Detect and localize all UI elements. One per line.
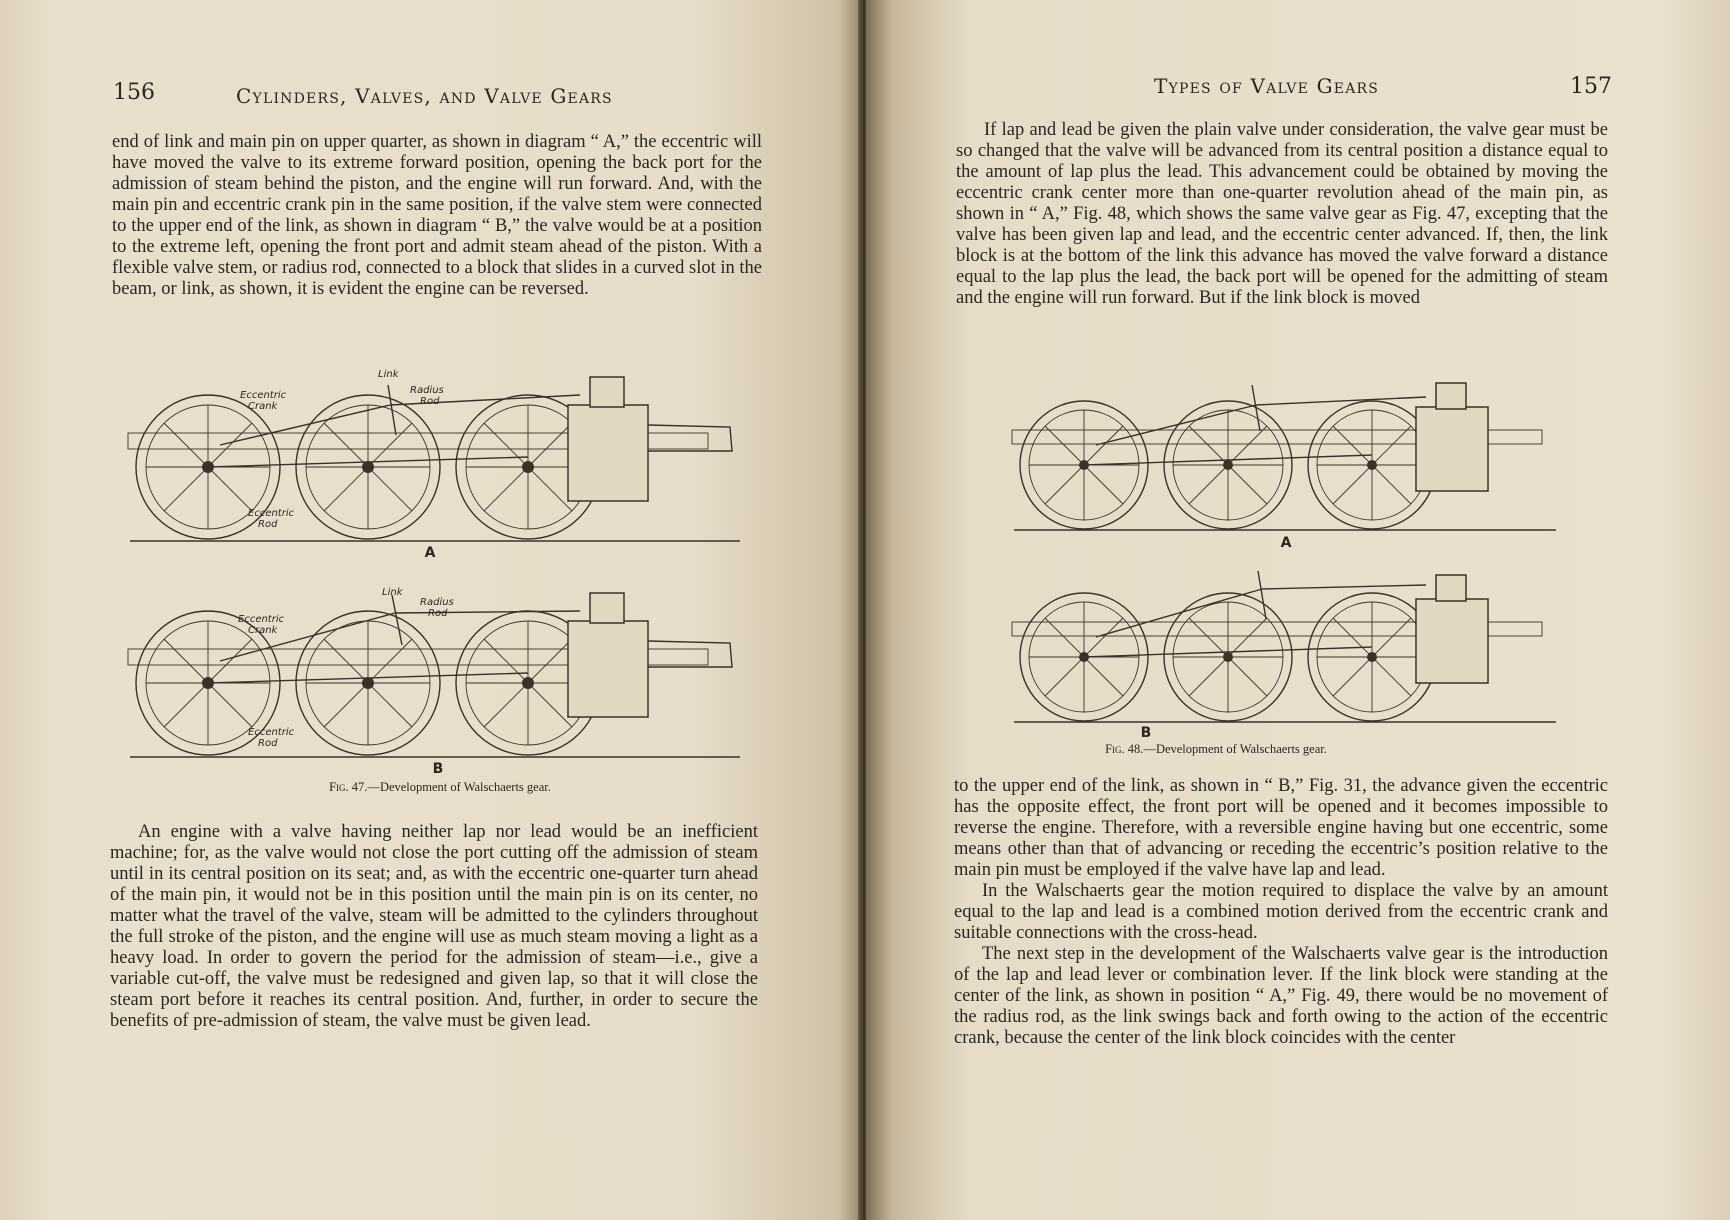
right-text-block-1	[956, 120, 1608, 309]
label-eccentric: Eccentric	[240, 390, 287, 401]
fig48-caption	[976, 742, 1456, 757]
label-radius: Radius	[420, 597, 454, 608]
diagram-letter-b: B	[1140, 725, 1152, 740]
fig47-caption-label: Fig. 47.	[329, 780, 368, 794]
label-eccentric-rod: Eccentric	[248, 508, 295, 519]
label-link: Link	[382, 587, 403, 598]
right-paragraph-3: In the Walschaerts gear the motion required to displace the valve by an amount equal to the lap and lead is a combined motion derived from the eccentric crank and suitable connections with the cross-head.	[954, 881, 1608, 943]
left-page	[0, 0, 864, 1220]
diagram-letter-b: B	[432, 761, 444, 777]
fig48-diagram-a	[1006, 375, 1566, 550]
label-eccentric-rod-2: Rod	[258, 519, 278, 530]
fig48-caption-text: —Development of Walschaerts gear.	[1143, 742, 1327, 756]
label-crank: Crank	[248, 625, 278, 636]
right-text-block-2	[954, 776, 1608, 1049]
label-crank: Crank	[248, 401, 278, 412]
left-paragraph-2: An engine with a valve having neither lap nor lead would be an inefficient machine; for, as the valve would not close the port cutting off the admission of steam until in its central position on its seat; and, as with the eccentric one-quarter turn ahead of the main pin, it would not be in this position until the main pin is on its center, no matter what the travel of the valve, steam will be admitted to the cylinders throughout the full stroke of the piston, and the engine will use as much steam moving a light as a heavy load. In order to govern the period for the admission of steam—i.e., give a variable cut-off, the valve must be redesigned and given lap, so that it will close the steam port before it reaches its central position. And, further, in order to secure the benefits of pre-admission of steam, the valve must be given lead.	[110, 822, 758, 1031]
left-text-block-2	[110, 822, 758, 1032]
left-running-head: Cylinders, Valves, and Valve Gears	[236, 84, 613, 108]
label-rod: Rod	[428, 608, 448, 619]
label-rod: Rod	[420, 396, 440, 407]
left-page-number: 156	[113, 80, 155, 105]
right-page	[866, 0, 1730, 1220]
fig47-diagram-a	[120, 365, 750, 560]
label-radius: Radius	[410, 385, 444, 396]
right-paragraph-1: If lap and lead be given the plain valve under consideration, the valve gear must be so changed that the valve will be advanced from its central position a distance equal to the amount of lap plus the lead. This advancement could be obtained by moving the eccentric crank center more than one-quarter revolution ahead of the main pin, as shown in “ A,” Fig. 48, which shows the same valve gear as Fig. 47, excepting that the valve has been given lap and lead, and the eccentric center advanced. If, then, the link block is at the bottom of the link this advance has moved the valve forward a distance equal to the lap plus the lead, the back port will be opened for the admitting of steam and the engine will run forward. But if the link block is moved	[956, 120, 1608, 308]
left-paragraph-1: end of link and main pin on upper quarter, as shown in diagram “ A,” the eccentric will have moved the valve to its extreme forward position, opening the back port for the admission of steam behind the piston, and the engine will run forward. And, with the main pin and eccentric crank pin in the same position, if the valve stem were connected to the upper end of the link, as shown in diagram “ B,” the valve would be at a position to the extreme left, opening the front port and admit steam ahead of the piston. With a flexible valve stem, or radius rod, connected to a block that slides in a curved slot in the beam, or link, as shown, it is evident the engine can be reversed.	[112, 132, 762, 299]
fig48-caption-label: Fig. 48.	[1105, 742, 1144, 756]
right-running-head: Types of Valve Gears	[1154, 74, 1380, 98]
right-paragraph-4: The next step in the development of the Walschaerts valve gear is the introduction of the lap and lead lever or combination lever. If the link block were standing at the center of the link, as shown in position “ A,” Fig. 49, there would be no movement of the radius rod, as the link swings back and forth owing to the action of the eccentric crank, because the center of the link block coincides with the center	[954, 944, 1608, 1048]
fig47-diagram-b	[120, 585, 750, 780]
right-paragraph-2: to the upper end of the link, as shown in “ B,” Fig. 31, the advance given the eccentric has the opposite effect, the front port will be opened and it becomes impossible to reverse the engine. Therefore, with a reversible engine having but one eccentric, some means other than that of advancing or receding the eccentric’s position relative to the main pin must be employed if the valve have lap and lead.	[954, 776, 1608, 880]
fig48-diagram-b	[1006, 565, 1566, 740]
left-text-block-1	[112, 132, 762, 300]
right-page-number: 157	[1570, 74, 1612, 99]
label-eccentric: Eccentric	[238, 614, 285, 625]
label-eccentric-rod-2: Rod	[258, 738, 278, 749]
diagram-letter-a: A	[1280, 535, 1292, 550]
fig47-caption-text: —Development of Walschaerts gear.	[367, 780, 551, 794]
fig47-caption	[210, 780, 670, 795]
diagram-letter-a: A	[424, 545, 436, 560]
label-eccentric-rod: Eccentric	[248, 727, 295, 738]
label-link: Link	[378, 369, 399, 380]
